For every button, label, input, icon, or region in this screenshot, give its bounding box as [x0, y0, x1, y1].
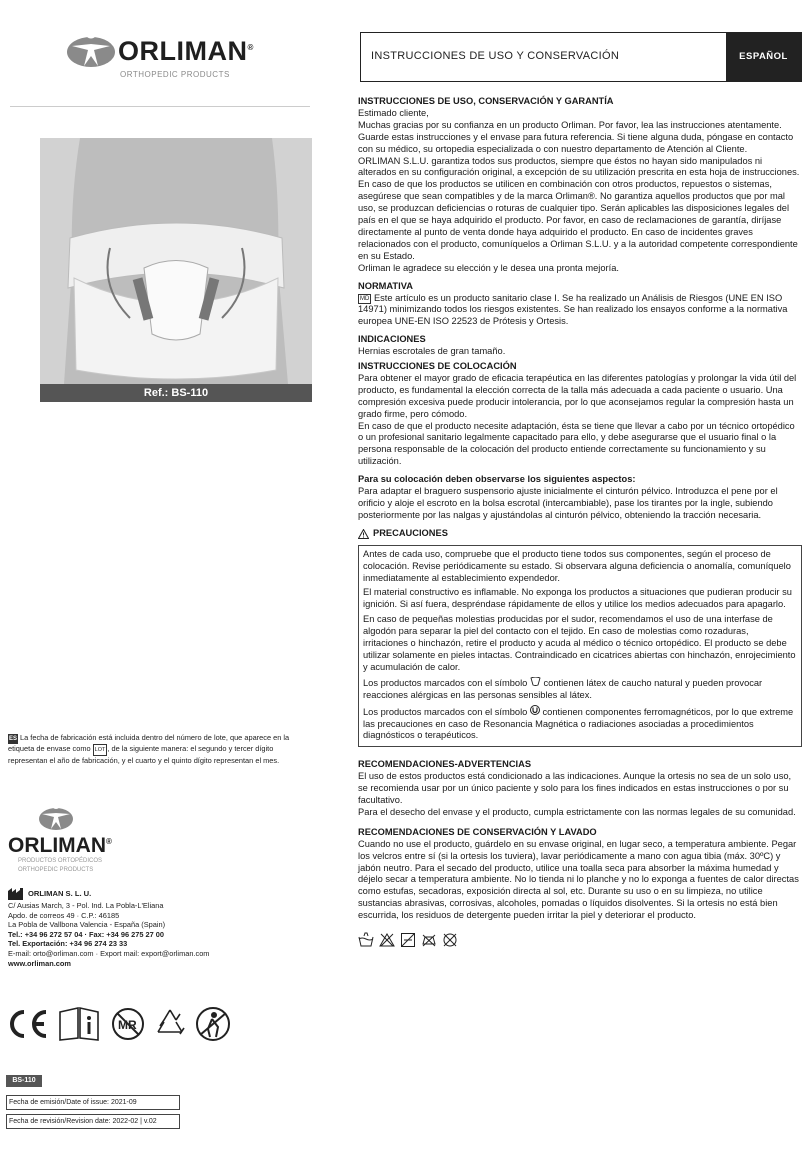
hand-wash-icon: [358, 932, 374, 948]
website-link[interactable]: www.orliman.com: [8, 958, 71, 968]
paragraph: El uso de estos productos está condicionado a las indicaciones. Aunque la ortesis no sea de un solo uso, se recomienda usar por un único paciente y solo para los fines indicados en estas instrucciones o por su facultativo.: [358, 771, 792, 806]
document-title: INSTRUCCIONES DE USO Y CONSERVACIÓN: [371, 50, 620, 62]
address-line: La Pobla de Vallbona Valencia - España (Spain): [8, 920, 166, 930]
section-heading: INDICACIONES: [358, 334, 426, 345]
no-bleach-icon: [379, 932, 395, 948]
divider: [10, 106, 310, 107]
section-heading: RECOMENDACIONES-ADVERTENCIAS: [358, 759, 532, 770]
single-patient-icon: [194, 1005, 232, 1043]
es-flag: ES: [9, 736, 18, 742]
precaution-item: Antes de cada uso, compruebe que el producto tiene todos sus componentes, según el proceso de colocación. Revise periódicamente su estado. Si observara alguna deficiencia o anomalía, comuníquelo inmediatamente al establecimiento expendedor.: [363, 548, 791, 583]
no-iron-icon: [421, 932, 437, 948]
address-line: Apdo. de correos 49 · C.P.: 46185: [8, 910, 120, 920]
magnet-icon: [530, 705, 540, 715]
paragraph: Para el desecho del envase y el producto, cumpla estrictamente con las normas legales de su comunidad.: [358, 806, 796, 817]
md-icon: MD: [360, 295, 370, 302]
section-heading: NORMATIVA: [358, 280, 413, 291]
email-line[interactable]: E-mail: orto@orliman.com · Export mail: export@orliman.com: [8, 948, 210, 958]
paragraph: Para adaptar el braguero suspensorio ajuste inicialmente el cinturón pélvico. Introduzca el pene por el orificio y aloje el escroto en la bolsa escrotal (intercambiable), pase los tirantes por la ingle, subiendo posteriormente por las nalgas y ajustándolas al cinturón pélvico, obteniendo la tracción necesaria.: [358, 486, 778, 520]
brand-tagline: ORTHOPEDIC PRODUCTS: [120, 70, 230, 79]
precaution-item: En caso de pequeñas molestias producidas por el sudor, recomendamos el uso de una interfase de algodón para separar la piel del contacto con el tejido. En caso de molestias como rozaduras, irritaciones o hinchazón, retire el producto y acuda al médico o técnico ortopédico. El producto se debe utilizar solamente en pieles intactas. Contraindicado en cicatrices abiertas con hinchazón, enrojecimiento y acumulación de calor.: [363, 614, 796, 672]
paragraph: Para obtener el mayor grado de eficacia terapéutica en las diferentes patologías y prolongar la vida útil del producto, es fundamental la elección correcta de la talla más adecuada a cada paciente o usuario. Una compresión excesiva puede producir intolerancia, por lo que aconsejamos regular la compresión hasta un grado firme, pero cómodo.: [358, 372, 797, 419]
product-ref-label: Ref.: BS-110: [40, 384, 312, 402]
section-heading: INSTRUCCIONES DE COLOCACIÓN: [358, 361, 517, 372]
certification-icons: [6, 1005, 236, 1045]
mr-unsafe-icon: [110, 1005, 146, 1043]
paragraph: Muchas gracias por su confianza en un producto Orliman. Por favor, lea las instrucciones atentamente. Guarde estas instrucciones y el envase para futura referencia. Si tiene alguna duda, póngase en contacto con su médico, su ortopedia especializada o con nuestro departamento de Atención al Cliente.: [358, 119, 794, 154]
product-code-tag: BS-110: [6, 1075, 42, 1087]
paragraph: Hernias escrotales de gran tamaño.: [358, 346, 506, 357]
warning-icon: [358, 529, 369, 539]
product-photo: [40, 138, 312, 400]
greeting: Estimado cliente,: [358, 107, 429, 118]
precaution-item: Los productos marcados con el símbolo contienen látex de caucho natural y pueden provocar reacciones alérgicas en las personas sensibles al látex.: [363, 677, 763, 700]
no-dry-clean-icon: [442, 932, 458, 948]
precaution-item: El material constructivo es inflamable. No exponga los productos a situaciones que pudieran producir su ignición. Si así fuera, despréndase rápidamente de ellos y utilice los medios adecuados para apagarlo.: [363, 587, 792, 610]
brand-name: ORLIMAN®: [8, 834, 112, 857]
orliman-figure-icon: [38, 800, 74, 832]
lot-icon: LOT: [93, 744, 108, 756]
company-name: ORLIMAN S. L. U.: [28, 889, 92, 899]
manufacturer-icon: [8, 888, 24, 900]
instructions-icon: [58, 1005, 102, 1043]
section-heading: INSTRUCCIONES DE USO, CONSERVACIÓN Y GARANTÍA: [358, 96, 614, 106]
fabrication-note: ES La fecha de fabricación está incluida dentro del número de lote, que aparece en la etiqueta de envase como LOT , de la siguiente manera: el segundo y tercer dígito representan el año de fabricación, y el cuarto y el quinto dígito representan el mes.: [8, 733, 290, 765]
dry-flat-icon: [400, 932, 416, 948]
svg-text:MR: MR: [118, 1018, 137, 1032]
brand-tagline-es: PRODUCTOS ORTOPÉDICOS: [18, 858, 103, 864]
paragraph: En caso de que el producto necesite adaptación, ésta se tiene que llevar a cabo por un técnico ortopédico o un profesional sanitario legalmente capacitado para ello, y debe asegurarse que el usuario final o la persona responsable de la colocación del producto entiende correctamente su funcionamiento y su utilización.: [358, 420, 795, 467]
subsection-heading: Para su colocación deben observarse los siguientes aspectos:: [358, 474, 636, 485]
precautions-heading: PRECAUCIONES: [358, 528, 802, 540]
language-badge: ESPAÑOL: [726, 33, 801, 81]
section-heading: RECOMENDACIONES DE CONSERVACIÓN Y LAVADO: [358, 826, 597, 837]
brand-tagline: ORTHOPEDIC PRODUCTS: [18, 867, 94, 873]
issue-date: Fecha de emisión/Date of issue: 2021-09: [6, 1095, 180, 1110]
care-icons: [358, 932, 802, 948]
instructions-content: [358, 96, 802, 948]
address-line: C/ Ausias March, 3 - Pol. Ind. La Pobla-L'Eliana: [8, 901, 164, 910]
precautions-box: [358, 545, 802, 748]
brand-logo: [66, 26, 326, 82]
paragraph: Cuando no use el producto, guárdelo en su envase original, en lugar seco, a temperatura ambiente. Pegar los velcros entre sí (si la ortesis los tuviera), lavar periódicamente a mano con agua tibia (máx. 30ºC) y jabón neutro. Para el secado del producto, utilice una toalla seca para absorber la máxima humedad y déjelo secar a temperatura ambiente. No lo tienda ni lo planche y no lo exponga a fuentes de calor directas como estufas, secadoras, exposición directa al sol, etc. Durante su uso o en su limpieza, no utilice sustancias abrasivas, corrosivas, alcoholes, pomadas o líquidos disolventes. Si la ortesis no está bien escurrida, los residuos de detergente pueden irritar la piel y deteriorar el producto.: [358, 838, 799, 921]
paragraph: Orliman le agradece su elección y le desea una pronta mejoría.: [358, 262, 619, 273]
phone-line: Tel.: +34 96 272 57 04 · Fax: +34 96 275 27 00: [8, 929, 165, 939]
orliman-figure-icon: [66, 26, 116, 70]
latex-icon: [530, 677, 541, 686]
paragraph: ORLIMAN S.L.U. garantiza todos sus productos, siempre que éstos no hayan sido manipulados ni alterados en su configuración original, a excepción de su utilización prescrita en esta hoja de instrucciones. En caso de que los productos se utilicen en combinación con otros productos, repuestos o sistemas, asegúrese que sean compatibles y de la marca Orliman®. No garantiza aquellos productos que por mal uso, se produzcan deficiencias o roturas de cualquier tipo. Serán aplicables las disposiciones legales del país en el que se haya adquirido el producto. Por favor, en caso de reclamaciones de garantía, diríjase directamente al punto de venta donde haya adquirido el producto. En caso de incidentes graves relacionados con el producto, comuníquelos a Orliman S.L.U. y a la autoridad competente correspondiente en su Estado.: [358, 155, 800, 261]
revision-date: Fecha de revisión/Revision date: 2022-02 | v.02: [6, 1114, 180, 1129]
paragraph: MD Este artículo es un producto sanitario clase I. Se ha realizado un Análisis de Riesgos (UNE EN ISO 14971) minimizando todos los riesgos existentes. Se han realizado los ensayos conforme a la normativa europea UNE-EN ISO 22523 de Prótesis y Ortesis.: [358, 292, 788, 327]
brand-name: ORLIMAN®: [118, 36, 254, 66]
brand-logo-secondary: [8, 800, 148, 880]
document-header: [360, 32, 802, 82]
precaution-item: Los productos marcados con el símbolo contienen componentes ferromagnéticos, por lo que extreme las precauciones en caso de Resonancia Magnética o radiaciones asociadas a procedimientos diagnósticos o terapéuticos.: [363, 706, 794, 741]
ce-mark-icon: [6, 1005, 50, 1043]
recycle-icon: [152, 1005, 188, 1043]
phone-export-line: Tel. Exportación: +34 96 274 23 33: [8, 939, 128, 949]
company-address: [8, 888, 308, 968]
